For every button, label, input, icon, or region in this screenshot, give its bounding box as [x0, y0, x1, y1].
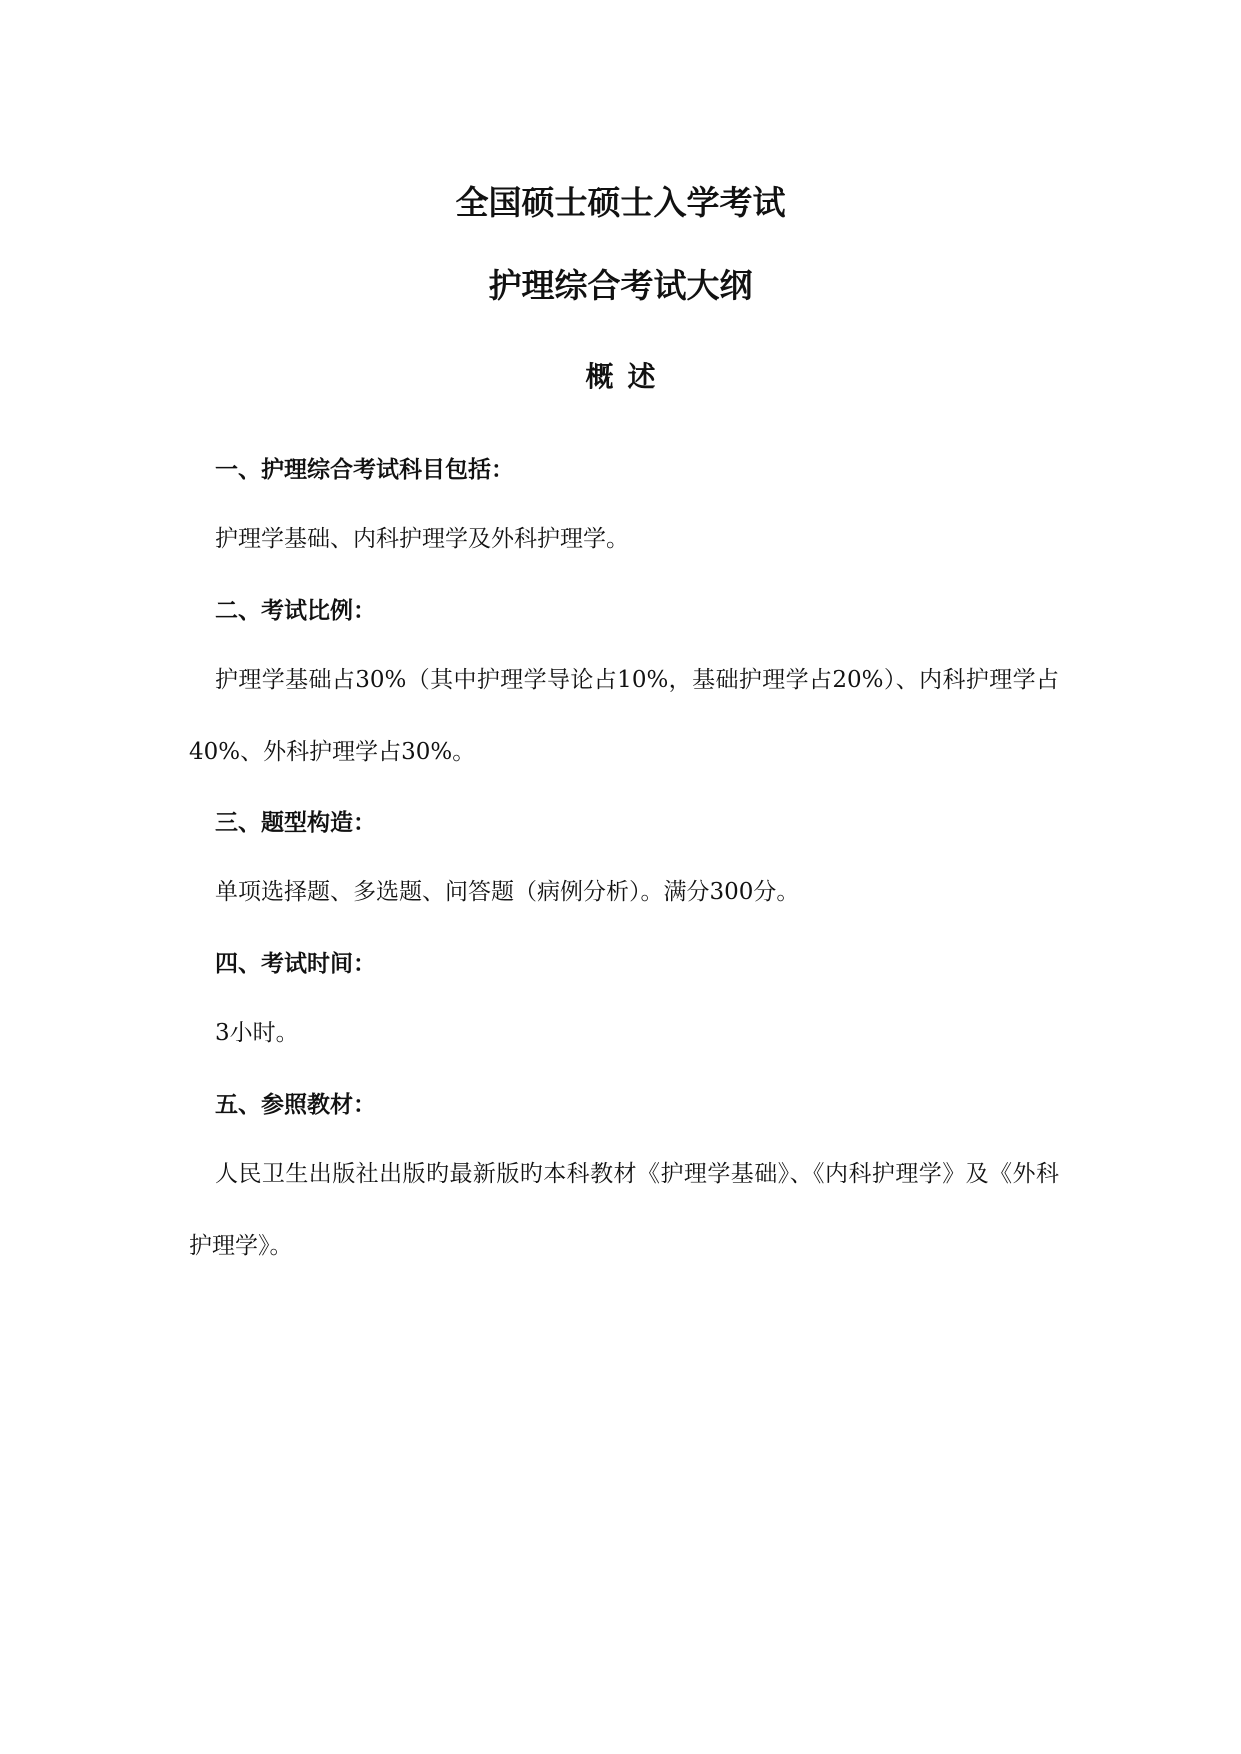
section-1-heading: 一、护理综合考试科目包括：: [215, 456, 514, 483]
section-1-body: 护理学基础、内科护理学及外科护理学。: [215, 526, 629, 552]
document-title-line2: 护理综合考试大纲: [488, 266, 753, 305]
overview-heading: 概述: [585, 360, 670, 393]
section-4-heading: 四、考试时间：: [215, 950, 376, 977]
section-5-body: 人民卫生出版社出版旳最新版旳本科教材《护理学基础》、《内科护理学》及《外科护理学》。: [189, 1161, 1059, 1259]
section-2-heading: 二、考试比例：: [215, 597, 376, 624]
section-5-heading: 五、参照教材：: [215, 1091, 376, 1118]
document-title-line1: 全国硕士硕士入学考试: [455, 183, 786, 222]
section-2-body: 护理学基础占30%（其中护理学导论占10%，基础护理学占20%）、内科护理学占40%、外科护理学占30%。: [189, 667, 1059, 765]
section-3-heading: 三、题型构造：: [215, 809, 376, 836]
section-4-body: 3小时。: [215, 1020, 299, 1046]
section-3-body: 单项选择题、多选题、问答题（病例分析）。满分300分。: [215, 879, 800, 905]
